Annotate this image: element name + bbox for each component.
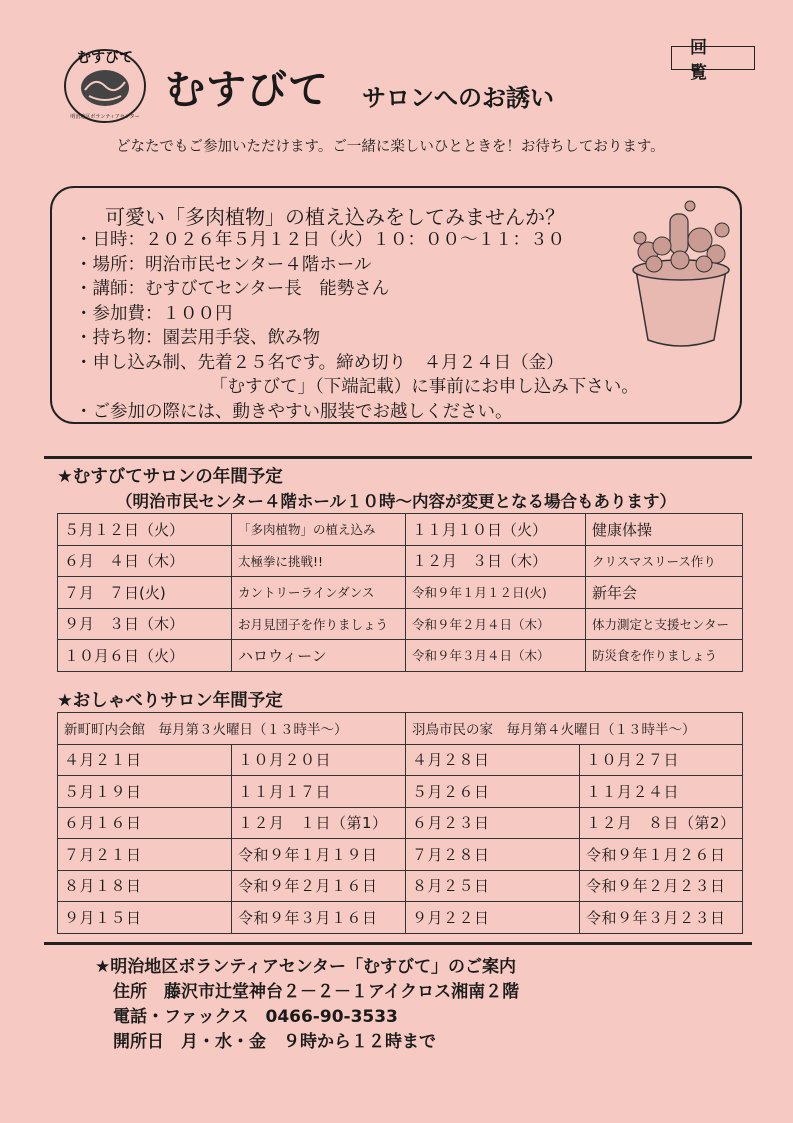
table-cell: １１月１７日 — [232, 776, 406, 808]
table-cell: ６月２３日 — [406, 807, 580, 839]
table-cell: 令和９年１月２６日 — [580, 839, 743, 871]
table-row — [58, 545, 743, 577]
table-cell: 令和９年２月２３日 — [580, 870, 743, 902]
table-row — [58, 577, 743, 609]
divider — [44, 456, 752, 459]
table-cell: ７月２１日 — [58, 839, 232, 871]
event-detail-registration: ・申し込み制、先着２５名です。締め切り ４月２４日（金） — [75, 352, 564, 373]
table-header-cell: 新町町内会館 毎月第３火曜日（１３時半～） — [58, 713, 406, 745]
table-cell: ４月２１日 — [58, 744, 232, 776]
page-title: むすびて — [165, 67, 329, 113]
handshake-logo — [55, 38, 155, 126]
event-headline: 可愛い「多肉植物」の植え込みをしてみませんか？ — [105, 205, 565, 229]
table-cell: ５月１２日（火） — [58, 514, 232, 546]
table-cell: ４月２８日 — [406, 744, 580, 776]
footer-info — [95, 955, 519, 1055]
event-detail-instructor: ・講師：むすびてセンター長 能勢さん — [75, 279, 390, 299]
table-cell: １１月２４日 — [580, 776, 743, 808]
table-cell: ８月１８日 — [58, 870, 232, 902]
table-cell: カントリーラインダンス — [232, 577, 406, 609]
table-cell: 「多肉植物」の植え込み — [232, 514, 406, 546]
logo-text: むすびて — [77, 50, 133, 66]
table-cell: 健康体操 — [586, 514, 743, 546]
table-row — [58, 640, 743, 672]
table-cell: 新年会 — [586, 577, 743, 609]
table-cell: ７月２８日 — [406, 839, 580, 871]
chat-schedule-table — [57, 712, 743, 934]
table-row — [58, 902, 743, 934]
table-cell: 太極拳に挑戦!! — [232, 545, 406, 577]
chat-section-title: ★おしゃべりサロン年間予定 — [57, 691, 283, 711]
table-cell: １０月２０日 — [232, 744, 406, 776]
table-cell: ９月２２日 — [406, 902, 580, 934]
table-row — [58, 744, 743, 776]
footer-phone: 電話・ファックス 0466-90-3533 — [113, 1007, 398, 1027]
table-cell: ６月 ４日（木） — [58, 545, 232, 577]
table-header-cell: 羽鳥市民の家 毎月第４火曜日（１３時半～） — [406, 713, 743, 745]
table-cell: クリスマスリース作り — [586, 545, 743, 577]
table-cell: １０月６日（火） — [58, 640, 232, 672]
table-row — [58, 839, 743, 871]
event-detail-bring: ・持ち物：園芸用手袋、飲み物 — [75, 328, 320, 348]
table-row — [58, 807, 743, 839]
table-cell: ７月 ７日(火) — [58, 577, 232, 609]
annual-section-title: ★むすびてサロンの年間予定 — [57, 467, 283, 487]
annual-section-note: （明治市民センター４階ホール１０時～内容が変更となる場合もあります） — [116, 492, 677, 511]
table-cell: ８月２５日 — [406, 870, 580, 902]
table-cell: １２月 ３日（木） — [406, 545, 586, 577]
footer-address: 住所 藤沢市辻堂神台２－２－１アイクロス湘南２階 — [113, 982, 520, 1002]
divider — [44, 942, 752, 945]
table-cell: 令和９年２月１６日 — [232, 870, 406, 902]
table-row — [58, 514, 743, 546]
table-cell: １２月 ８日（第2） — [580, 807, 743, 839]
table-cell: １１月１０日（火） — [406, 514, 586, 546]
table-cell: お月見団子を作りましょう — [232, 608, 406, 640]
table-cell: 令和９年２月４日（木） — [406, 608, 586, 640]
table-cell: ５月２６日 — [406, 776, 580, 808]
page-subtitle: サロンへのお誘い — [362, 84, 554, 112]
event-detail-place: ・場所：明治市民センター４階ホール — [75, 254, 372, 275]
intro-text: どなたでもご参加いただけます。ご一緒に楽しいひとときを！お待ちしております。 — [116, 139, 665, 155]
table-cell: 体力測定と支援センター — [586, 608, 743, 640]
table-cell: ９月 ３日（木） — [58, 608, 232, 640]
event-detail-fee: ・参加費：１００円 — [75, 303, 233, 324]
table-cell: １２月 １日（第1） — [232, 807, 406, 839]
footer-title: ★明治地区ボランティアセンター「むすびて」のご案内 — [95, 957, 517, 977]
footer-hours: 開所日 月・水・金 ９時から１２時まで — [113, 1032, 436, 1052]
table-cell: 令和９年１月１２日(火) — [406, 577, 586, 609]
table-cell: １０月２７日 — [580, 744, 743, 776]
annual-schedule-table — [57, 513, 743, 672]
event-details — [75, 228, 639, 424]
table-row — [58, 608, 743, 640]
table-cell: 令和９年１月１９日 — [232, 839, 406, 871]
table-cell: 防災食を作りましょう — [586, 640, 743, 672]
table-cell: ６月１６日 — [58, 807, 232, 839]
table-row — [58, 870, 743, 902]
table-row — [58, 776, 743, 808]
table-cell: ５月１９日 — [58, 776, 232, 808]
table-header-row — [58, 713, 743, 745]
logo-ring-text: 明治地区ボランティアセンター — [70, 114, 140, 120]
table-cell: 令和９年３月１６日 — [232, 902, 406, 934]
table-cell: ９月１５日 — [58, 902, 232, 934]
succulent-pot-illustration — [618, 190, 744, 360]
circulation-stamp: 回覧 — [671, 46, 755, 70]
event-detail-registration-cont: 「むすびて」（下端記載）に事前にお申し込み下さい。 — [210, 377, 639, 397]
table-cell: 令和９年３月２３日 — [580, 902, 743, 934]
table-cell: ハロウィーン — [232, 640, 406, 672]
event-detail-clothing: ・ご参加の際には、動きやすい服装でお越しください。 — [75, 401, 513, 422]
event-detail-date: ・日時：２０２６年５月１２日（火）１０：００～１１：３０ — [75, 230, 565, 250]
table-cell: 令和９年３月４日（木） — [406, 640, 586, 672]
